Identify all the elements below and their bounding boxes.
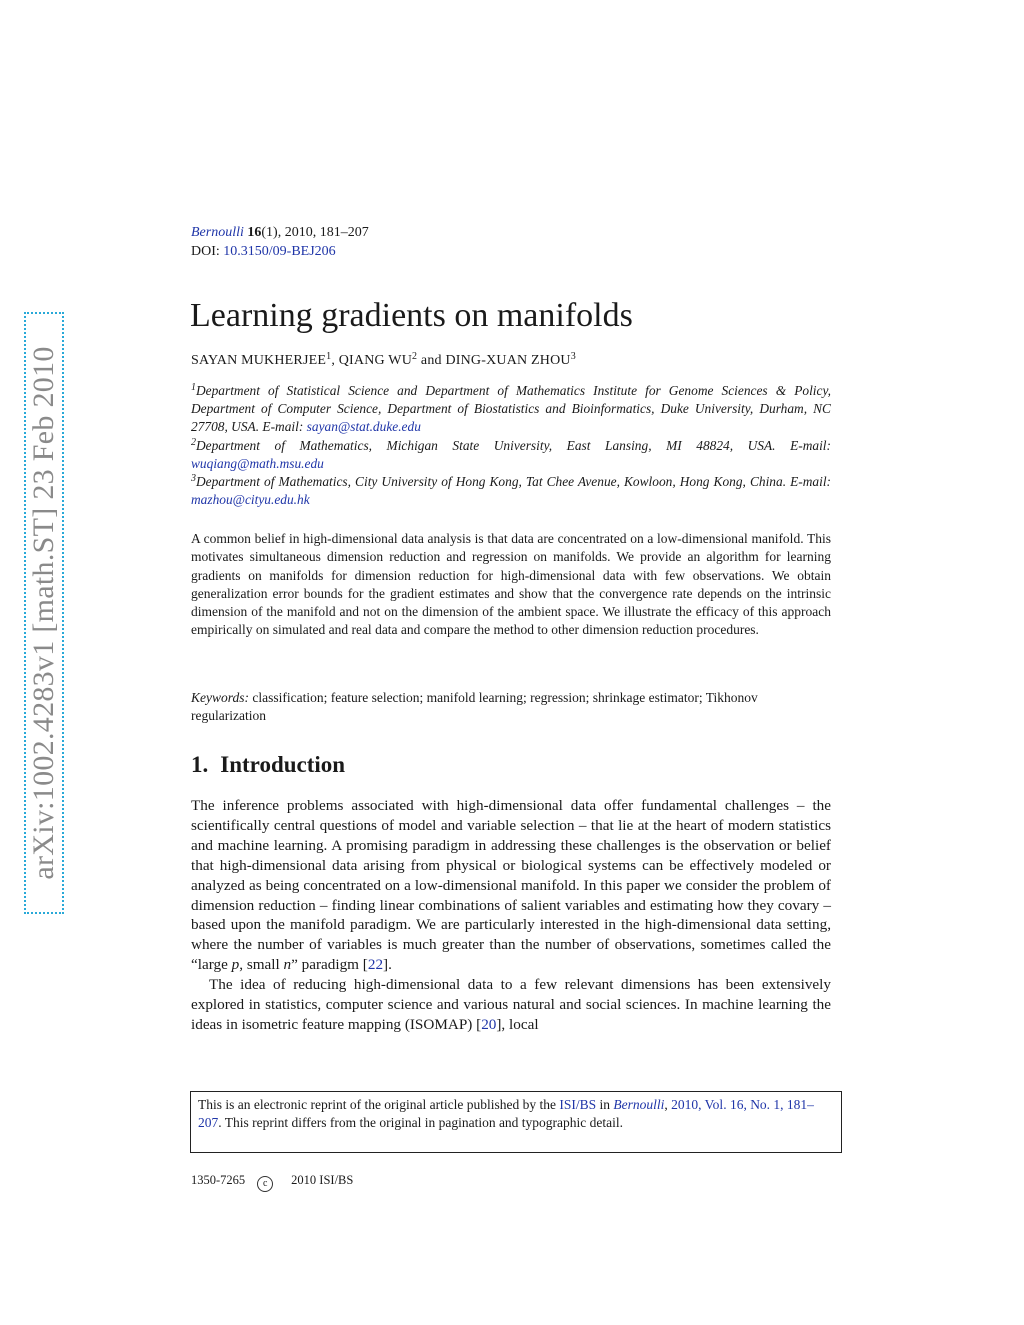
doi-link[interactable]: 10.3150/09-BEJ206 xyxy=(223,244,336,259)
paper-title: Learning gradients on manifolds xyxy=(190,297,633,334)
intro-p2-text-a: The idea of reducing high-dimensional data to a few relevant dimensions has been extensively explored in statistics, computer science and various natural and social sciences. In machine learning the ideas in isometric feature mapping (ISOMAP) [ xyxy=(191,976,831,1033)
keywords-text: classification; feature selection; manifold learning; regression; shrinkage estimator; Tikhonov regularization xyxy=(191,690,758,724)
reprint-citation-link[interactable]: 2010, Vol. 16, No. 1, 181–207 xyxy=(198,1097,814,1131)
journal-issue: (1), 2010, 181–207 xyxy=(261,225,369,240)
reprint-journal-link[interactable]: Bernoulli xyxy=(613,1097,665,1112)
doi-label: DOI: xyxy=(191,244,220,259)
intro-p2-text-b: ], local xyxy=(496,1015,539,1033)
affiliations xyxy=(191,382,831,509)
keywords-label: Keywords: xyxy=(191,690,249,705)
author-2: QIANG WU xyxy=(338,353,413,368)
author-3-sup: 3 xyxy=(570,351,576,362)
affiliation-3-sup: 3 xyxy=(191,473,196,485)
copyright-icon: c xyxy=(257,1176,273,1192)
journal-citation xyxy=(191,224,369,242)
intro-p1-var-p: p xyxy=(231,956,240,974)
author-1: SAYAN MUKHERJEE xyxy=(191,353,327,368)
affiliation-2-sup: 2 xyxy=(191,436,196,448)
author-sep-1: , xyxy=(331,353,339,368)
intro-p1-text-c: ]. xyxy=(383,956,392,974)
abstract: A common belief in high-dimensional data analysis is that data are concentrated on a low-dimensional manifold. This motivates simultaneous dimension reduction and regression on manifolds. We provide an algorithm for learning gradients on manifolds for dimension reduction for high-dimensional data with few observations. We obtain generalization error bounds for the gradient estimates and show that the convergence rate depends on the intrinsic dimension of the manifold and not on the dimension of the ambient space. We illustrate the efficacy of this approach empirically on simulated and real data and compare the method to other dimension reduction procedures. xyxy=(191,531,831,638)
intro-paragraph-2 xyxy=(191,975,831,1035)
author-sep-2: and xyxy=(417,353,446,368)
intro-p1-text-mid: , small xyxy=(239,956,284,974)
reprint-text-4: . This reprint differs from the original in pagination and typographic detail. xyxy=(218,1115,624,1131)
reprint-text-3: , xyxy=(664,1097,672,1112)
affiliation-2 xyxy=(191,437,831,473)
affiliation-1 xyxy=(191,382,831,437)
author-list xyxy=(191,352,576,370)
section-number: 1. xyxy=(191,752,209,777)
author-2-sup: 2 xyxy=(412,351,418,362)
keywords xyxy=(191,689,831,726)
doi-line xyxy=(191,243,336,261)
arxiv-stamp-text: arXiv:1002.4283v1 [math.ST] 23 Feb 2010 xyxy=(27,346,60,880)
intro-p1-text-a: The inference problems associated with high-dimensional data offer fundamental challenges – the scientifically central questions of model and variable selection – that lie at the heart of modern statistics and machine learning. A promising paradigm in addressing these challenges is the observation or belief that high-dimensional data arising from physical or biological systems can be effectively modeled or analyzed as being concentrated on a low-dimensional manifold. In this paper we consider the problem of dimension reduction – finding linear combinations of salient variables and estimating how they covary – based upon the manifold paradigm. We are particularly interested in the high-dimensional data setting, where the number of variables is much greater than the number of observations, sometimes called the “large xyxy=(191,797,831,974)
author-1-sup: 1 xyxy=(326,351,332,362)
reprint-text-2: in xyxy=(596,1097,614,1112)
affiliation-3 xyxy=(191,473,831,509)
intro-p1-var-n: n xyxy=(283,956,292,974)
journal-name-link[interactable]: Bernoulli xyxy=(191,225,244,240)
introduction-body xyxy=(191,796,831,1035)
affiliation-1-sup: 1 xyxy=(191,382,196,393)
section-heading xyxy=(191,750,345,780)
issn: 1350-7265 xyxy=(191,1173,246,1187)
affiliation-3-text: Department of Mathematics, City University of Hong Kong, Tat Chee Avenue, Kowloon, Hong Kong, China. E-mail: xyxy=(196,474,831,490)
citation-link-22[interactable]: 22 xyxy=(367,956,384,974)
affiliation-3-email-link[interactable]: mazhou@cityu.edu.hk xyxy=(191,492,310,508)
arxiv-stamp xyxy=(24,312,64,914)
intro-paragraph-1 xyxy=(191,796,831,975)
publisher-link[interactable]: ISI/BS xyxy=(559,1097,597,1112)
page-footer xyxy=(191,1172,353,1192)
author-3: DING-XUAN ZHOU xyxy=(445,353,571,368)
intro-p1-text-b: ” paradigm [ xyxy=(291,956,368,974)
affiliation-2-text: Department of Mathematics, Michigan State University, East Lansing, MI 48824, USA. E-mail: xyxy=(196,437,831,453)
affiliation-2-email-link[interactable]: wuqiang@math.msu.edu xyxy=(191,455,324,471)
journal-volume: 16 xyxy=(247,225,262,240)
section-title: Introduction xyxy=(220,752,346,777)
affiliation-1-text: Department of Statistical Science and Department of Mathematics Institute for Genome Sciences & Policy, Department of Computer Science, Department of Biostatistics and Bioinformatics, Duke University, Durham, NC 27708, USA. E-mail: xyxy=(191,383,831,435)
reprint-text-1: This is an electronic reprint of the original article published by the xyxy=(198,1097,560,1112)
affiliation-1-email-link[interactable]: sayan@stat.duke.edu xyxy=(306,419,421,435)
citation-link-20[interactable]: 20 xyxy=(481,1015,497,1033)
copyright-text: 2010 ISI/BS xyxy=(291,1173,354,1187)
reprint-notice-box xyxy=(190,1091,842,1153)
